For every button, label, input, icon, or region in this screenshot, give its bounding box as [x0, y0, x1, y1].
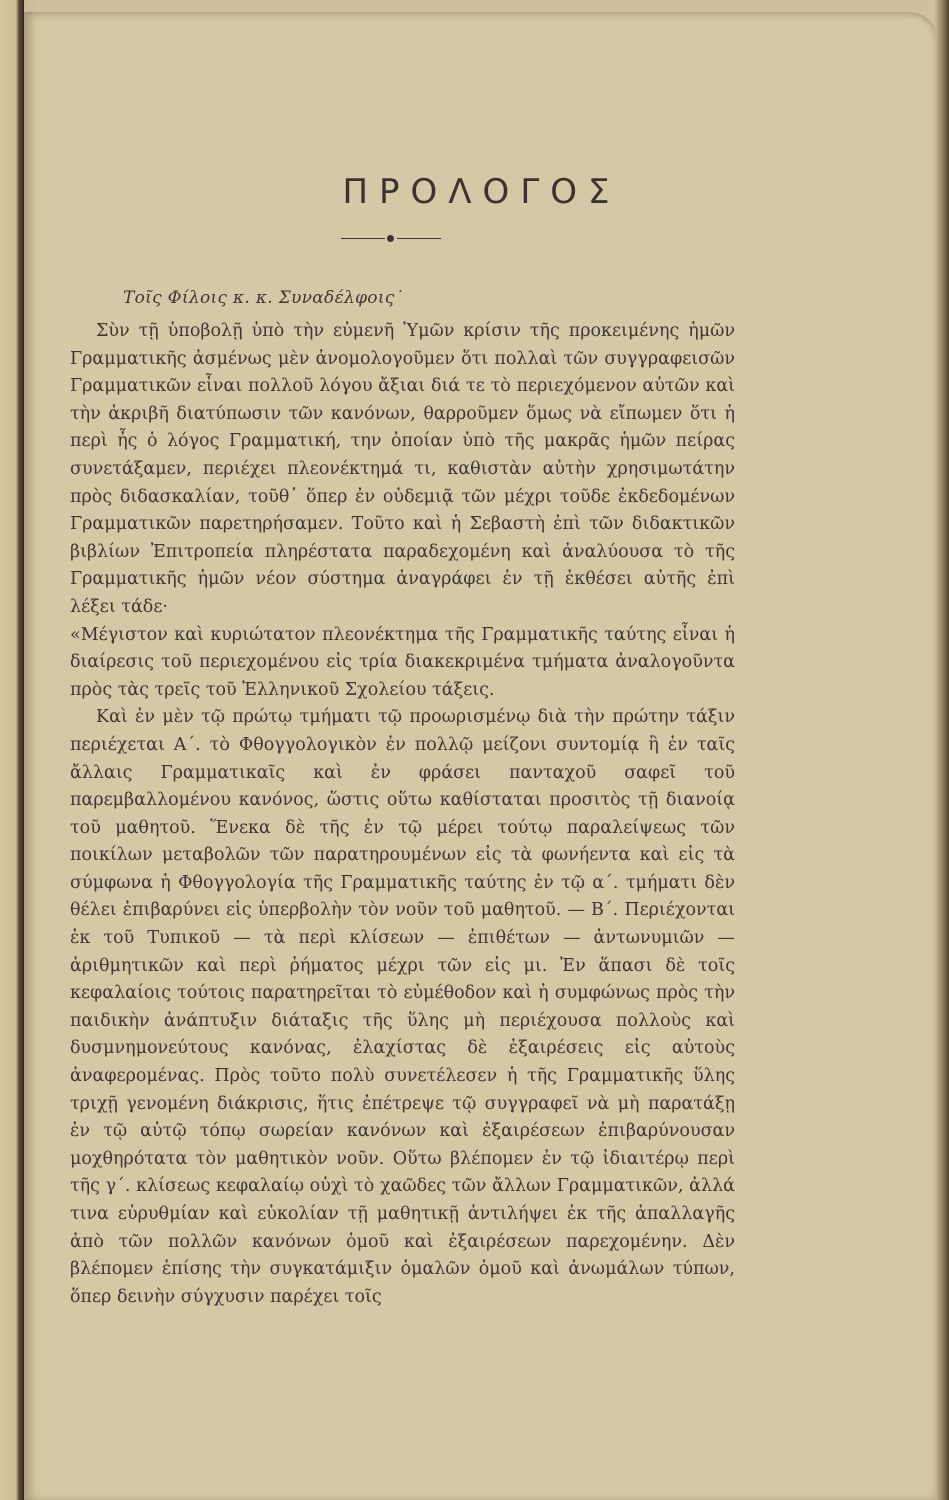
paragraph-1: Σὺν τῇ ὑποβολῇ ὑπὸ τὴν εὐμενῆ Ὑμῶν κρίσιν τῆς προκειμένης ἡμῶν Γραμματικῆς ἀσμένως μὲν ἀνομολογοῦμεν ὅτι πολλαὶ τῶν συγγραφεισῶν Γραμματικῶν εἶναι πολλοῦ λόγου ἄξιαι διά τε τὸ περιεχόμενον αὐτῶν καὶ τὴν ἀκριβῆ διατύπωσιν τῶν κανόνων, θαρροῦμεν ὅμως νὰ εἴπωμεν ὅτι ἡ περὶ ἧς ὁ λόγος Γραμματική, την ὁποίαν ὑπὸ τῆς μακρᾶς ἡμῶν πείρας συνετάξαμεν, περιέχει πλεονέκτημά τι, καθιστὰν αὐτὴν χρησιμωτάτην πρὸς διδασκαλίαν, τοῦθ᾽ ὅπερ ἐν οὐδεμιᾷ τῶν μέχρι τοῦδε ἐκδεδομένων Γραμματικῶν παρετηρήσαμεν. Τοῦτο καὶ ἡ Σεβαστὴ ἐπὶ τῶν διδακτικῶν βιβλίων Ἐπιτροπεία πληρέστατα παραδεχομένη καὶ ἀναλύουσα τὸ τῆς Γραμματικῆς ἡμῶν νέον σύστημα ἀναγράφει ἐν τῇ ἐκθέσει αὐτῆς ἐπὶ λέξει τάδε·: [70, 321, 735, 617]
page-title: ΠΡΟΛΟΓΟΣ: [342, 172, 621, 212]
paragraph-2: «Μέγιστον καὶ κυριώτατον πλεονέκτημα τῆς Γραμματικῆς ταύτης εἶναι ἡ διαίρεσις τοῦ περιεχομένου εἰς τρία διακεκριμένα τμήματα ἀναλογοῦντα πρὸς τὰς τρεῖς τοῦ Ἑλληνικοῦ Σχολείου τάξεις.: [70, 624, 735, 700]
body-text: [70, 318, 735, 1311]
ornament-line-right: [397, 238, 441, 239]
page-edge-shadow: [935, 0, 949, 1500]
ornament-dot-icon: [387, 235, 394, 242]
paragraph-3: Καὶ ἐν μὲν τῷ πρώτῳ τμήματι τῷ προωρισμένῳ διὰ τὴν πρώτην τάξιν περιέχεται Α΄. τὸ Φθογγολογικὸν ἐν πολλῷ μείζονι συντομίᾳ ἢ ἐν ταῖς ἄλλαις Γραμματικαῖς καὶ ἐν φράσει πανταχοῦ σαφεῖ τοῦ παρεμβαλλομένου κανόνος, ὥστις οὕτω καθίσταται προσιτὸς τῇ διανοίᾳ τοῦ μαθητοῦ. Ἕνεκα δὲ τῆς ἐν τῷ μέρει τούτῳ παραλείψεως τῶν ποικίλων μεταβολῶν τῶν παρατηρουμένων εἰς τὰ φωνήεντα καὶ εἰς τὰ σύμφωνα ἡ Φθογγολογία τῆς Γραμματικῆς ταύτης ἐν τῷ α΄. τμήματι δὲν θέλει ἐπιβαρύνει εἰς ὑπερβολὴν τὸν νοῦν τοῦ μαθητοῦ. — Β΄. Περιέχονται ἐκ τοῦ Τυπικοῦ — τὰ περὶ κλίσεων — ἐπιθέτων — ἀντωνυμιῶν — ἀριθμητικῶν καὶ περὶ ῥήματος μέχρι τῶν εἰς μι. Ἐν ἅπασι δὲ τοῖς κεφαλαίοις τούτοις παρατηρεῖται τὸ εὐμέθοδον καὶ ἡ συμφώνως πρὸς τὴν παιδικὴν ἀνάπτυξιν διάταξις τῆς ὕλης μὴ περιέχουσα πολλοὺς καὶ δυσμνημονεύτους κανόνας, ἐλαχίστας δὲ ἐξαιρέσεις εἰς αὐτοὺς ἀναφερομένας. Πρὸς τοῦτο πολὺ συνετέλεσεν ἡ τῆς Γραμματικῆς ὕλης τριχῇ γενομένη διάκρισις, ἥτις ἐπέτρεψε τῷ συγγραφεῖ νὰ μὴ παρατάξῃ ἐν τῷ αὐτῷ τόπῳ σωρείαν κανόνων καὶ ἐξαιρέσεων ἐπιβαρύνουσαν μοχθηρότατα τὸν μαθητικὸν νοῦν. Οὕτω βλέπομεν ἐν τῷ ἰδιαιτέρῳ περὶ τῆς γ΄. κλίσεως κεφαλαίῳ οὐχὶ τὸ χαῶδες τῶν ἄλλων Γραμματικῶν, ἀλλά τινα εὐρυθμίαν καὶ εὐκολίαν τῇ μαθητικῇ ἀντιλήψει ἐκ τῆς ἀπαλλαγῆς ἀπὸ τῶν πολλῶν κανόνων ὁμοῦ καὶ ἐξαιρέσεων παρεχομένην. Δὲν βλέπομεν ἐπίσης τὴν συγκατάμιξιν ὁμαλῶν ὁμοῦ καὶ ἀνωμάλων τύπων, ὅπερ δεινὴν σύγχυσιν παρέχει τοῖς: [70, 707, 735, 1307]
title-ornament: [341, 232, 441, 246]
greeting: Τοῖς Φίλοις κ. κ. Συναδέλφοις˙: [123, 288, 404, 308]
previous-page-edge: [0, 0, 24, 1500]
ornament-line-left: [341, 238, 385, 239]
